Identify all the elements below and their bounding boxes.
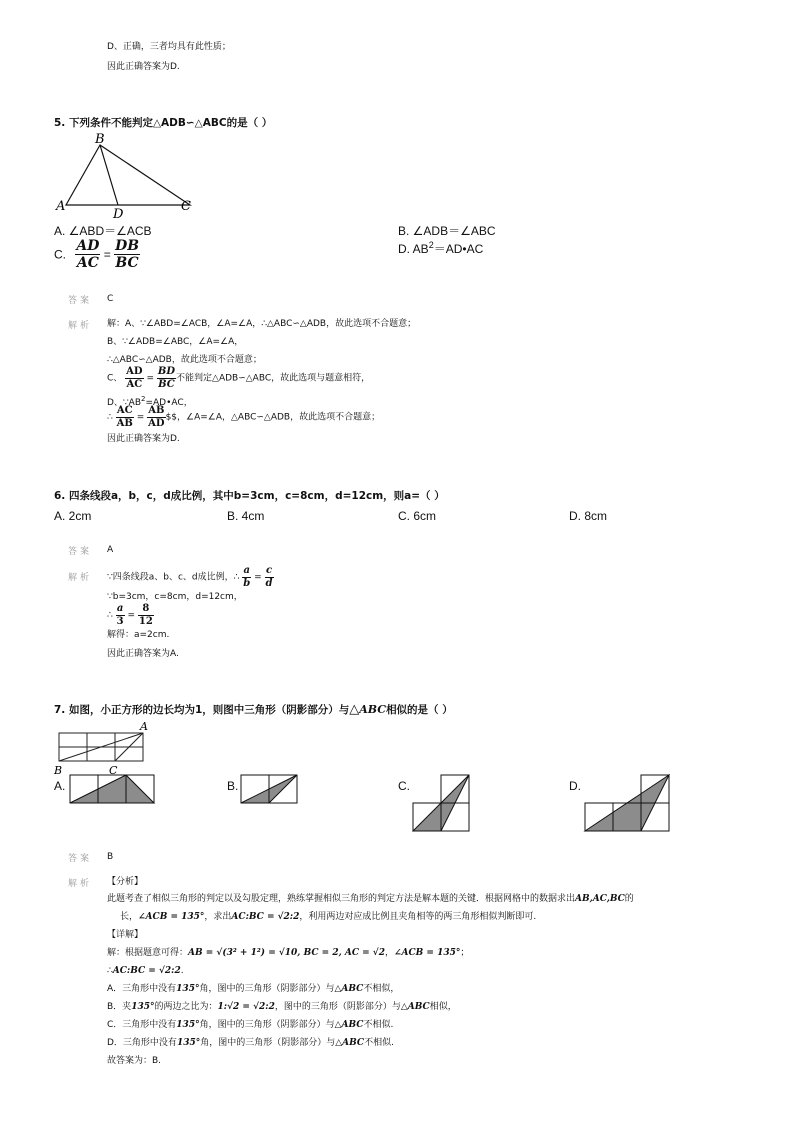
q7-line-2: 长，∠ACB = 135°，求出AC:BC = √2:2，利用两边对应成比例且夹角相等的两三角形相似判断即可. [120, 912, 537, 922]
q7-line-6: B．夹135°的两边之比为：1:√2 = √2:2，图中的三角形（阴影部分）与△ABC相似， [107, 1002, 457, 1012]
label-d: D [113, 207, 124, 220]
grid-label-b: B [54, 764, 63, 777]
q6-analysis-1: ∵四条线段a、b、c、d成比例，∴ $\frac{a}{b}$ = $\frac{c}{d}$ [107, 565, 273, 589]
triangle-abc [66, 145, 190, 205]
top-line-1: D、正确，三者均具有此性质； [107, 42, 231, 52]
q5-answer: C [107, 294, 114, 304]
q5-analysis-2: B、∵∠ADB=∠ABC，∠A=∠A， [107, 337, 244, 347]
q5-analysis-6: ∴ $\frac{AC}{AB}$ = $\frac{AB}{AD}$ $$，∠A=∠A，△ABC∽△ADB，故此选项不合题意； [107, 405, 381, 429]
option-c-label: C. [54, 247, 66, 262]
q6-analysis-3: ∴ $\frac{a}{3}$ = $\frac{8}{12}$ [107, 603, 153, 627]
q7-grid-figure [52, 718, 152, 778]
grid-label-c: C [109, 764, 118, 777]
q7-line-8: D．三角形中没有135°角，图中的三角形（阴影部分）与△ABC不相似. [107, 1038, 394, 1048]
q6-analysis-4: 解得：a=2cm. [107, 630, 170, 640]
fraction-db-bc: $\frac{DB}{BC}$ [115, 238, 140, 271]
q7-answer: B [107, 852, 114, 862]
q7-heading-analysis: 【分析】 [107, 877, 144, 887]
q7-line-7: C．三角形中没有135°角，图中的三角形（阴影部分）与△ABC不相似. [107, 1020, 394, 1030]
grid-label-a: A [140, 720, 148, 733]
q7-line-5: A．三角形中没有135°角，图中的三角形（阴影部分）与△ABC不相似， [107, 984, 400, 994]
q7-line-4: ∴AC:BC = √2:2. [107, 966, 184, 976]
q5-option-c: C. $\frac{AD}{AC}$ = $\frac{DB}{BC}$ [54, 238, 140, 271]
q7-option-c-label: C. [398, 779, 410, 793]
q5-option-b: B. ∠ADB＝∠ABC [398, 224, 496, 238]
q7-analysis-label: 解析 [68, 879, 93, 889]
q6-option-c: C. 6cm [398, 509, 437, 523]
q5-analysis-1: 解：A、∵∠ABD=∠ACB，∠A=∠A，∴△ABC∽△ADB，故此选项不合题意； [107, 319, 417, 329]
fraction-ab-ad: $\frac{AB}{AD}$ [148, 405, 165, 429]
q7-answer-label: 答案 [68, 854, 93, 864]
q6-analysis-2: ∵b=3cm，c=8cm，d=12cm， [107, 592, 243, 602]
q7-option-d-figure [583, 774, 673, 834]
q7-option-a-figure [68, 774, 156, 806]
q5-analysis-3: ∴△ABC∽△ADB，故此选项不合题意； [107, 355, 262, 365]
fraction-bd-bc-analysis: $\frac{BD}{BC}$ [157, 366, 176, 390]
q5-answer-label: 答案 [68, 296, 93, 306]
fraction-ad-ac: $\frac{AD}{AC}$ [76, 238, 100, 271]
q6-stem: 6. 四条线段a，b，c，d成比例，其中b=3cm，c=8cm，d=12cm，则a=（ ） [54, 490, 445, 502]
q6-answer: A [107, 545, 114, 555]
q5-analysis-4: C、 $\frac{AD}{AC}$ = $\frac{BD}{BC}$ 不能判定△ADB∽△ABC，故此选项与题意相符， [107, 366, 371, 390]
q5-analysis-7: 因此正确答案为D. [107, 434, 180, 444]
q7-option-b-figure [239, 774, 301, 806]
segment-bd [100, 145, 118, 205]
q5-option-a: A. ∠ABD＝∠ACB [54, 224, 152, 238]
q6-option-a: A. 2cm [54, 509, 92, 523]
q6-option-b: B. 4cm [227, 509, 265, 523]
q5-analysis-label: 解析 [68, 321, 93, 331]
fraction-ad-ac-analysis: $\frac{AD}{AC}$ [126, 366, 143, 390]
q5-option-d: D. $AB^2=AD•AC$ [398, 240, 484, 256]
label-c: C [181, 199, 191, 214]
q6-analysis-label: 解析 [68, 573, 93, 583]
q7-option-d-label: D. [569, 779, 581, 793]
q6-analysis-5: 因此正确答案为A. [107, 649, 179, 659]
label-a: A [56, 199, 66, 214]
q7-line-1: 此题考查了相似三角形的判定以及勾股定理，熟练掌握相似三角形的判定方法是解本题的关键．根据网格中的数据求出AB,AC,BC的 [107, 894, 634, 904]
q6-answer-label: 答案 [68, 547, 93, 557]
label-b: B [95, 132, 105, 147]
q7-heading-detail: 【详解】 [107, 930, 144, 940]
q7-option-c-figure [411, 774, 473, 834]
q5-analysis-5: D、$\because AB^2=AD•AC$， [107, 395, 193, 408]
q7-option-a-label: A. [54, 779, 66, 793]
fraction-ac-ab: $\frac{AC}{AB}$ [116, 405, 133, 429]
q7-line-9: 故答案为：B. [107, 1056, 162, 1066]
q7-stem: 7. 如图，小正方形的边长均为1，则图中三角形（阴影部分）与△ABC相似的是（ ） [54, 702, 453, 717]
q6-option-d: D. 8cm [569, 509, 608, 523]
q5-triangle-figure [52, 130, 202, 220]
q7-option-b-label: B. [227, 779, 239, 793]
q5-stem: 5. 下列条件不能判定△ADB∽△ABC的是（ ） [54, 117, 273, 129]
top-line-2: 因此正确答案为D. [107, 62, 180, 72]
q7-line-3: 解：根据题意可得：AB = √(3² + 1²) = √10, BC = 2, AC = √2，∠ACB = 135°； [107, 948, 470, 958]
